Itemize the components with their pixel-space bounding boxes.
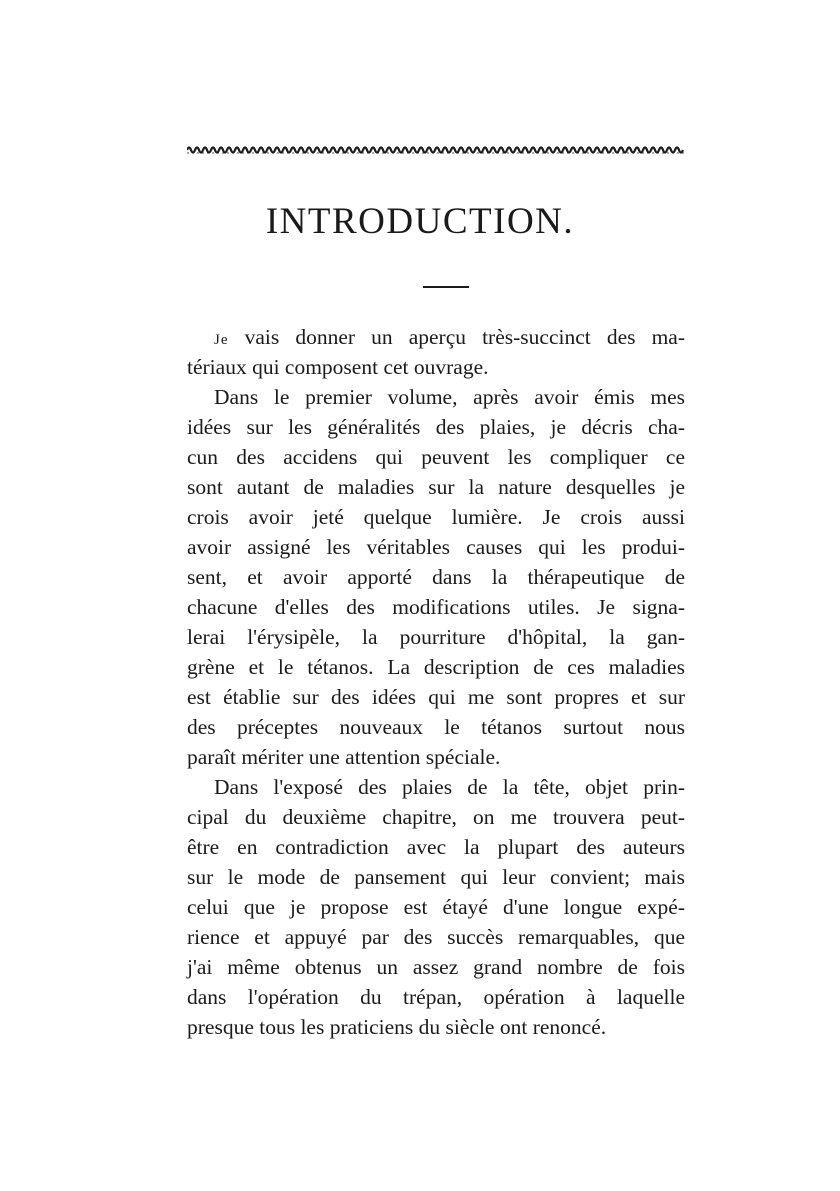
- text-line: sur le mode de pansement qui leur convient; mais: [187, 865, 685, 889]
- text-line: cun des accidens qui peuvent les compliquer ce: [187, 445, 685, 469]
- text-line: Dans l'exposé des plaies de la tête, objet prin-: [214, 775, 685, 799]
- text-line: être en contradiction avec la plupart des auteurs: [187, 835, 685, 859]
- text-line: des préceptes nouveaux le tétanos surtout nous: [187, 715, 685, 739]
- text-line: tériaux qui composent cet ouvrage.: [187, 355, 489, 379]
- text-line: paraît mériter une attention spéciale.: [187, 745, 501, 769]
- paragraph-1: [187, 322, 685, 382]
- text-line: dans l'opération du trépan, opération à laquelle: [187, 985, 685, 1009]
- text-line: est établie sur des idées qui me sont propres et sur: [187, 685, 685, 709]
- text-line: chacune d'elles des modifications utiles. Je signa-: [187, 595, 685, 619]
- text-line: sent, et avoir apporté dans la thérapeutique de: [187, 565, 685, 589]
- text-line: avoir assigné les véritables causes qui les produi-: [187, 535, 685, 559]
- text-line: [187, 322, 685, 352]
- text-line: idées sur les généralités des plaies, je décris cha-: [187, 415, 685, 439]
- paragraph-2: [187, 382, 685, 772]
- chapter-title: INTRODUCTION.: [265, 201, 575, 242]
- text-line: celui que je propose est étayé d'une longue expé-: [187, 895, 685, 919]
- lead-word: Je: [214, 332, 229, 348]
- ornamental-rule: [187, 143, 685, 157]
- text-line: j'ai même obtenus un assez grand nombre de fois: [187, 955, 685, 979]
- text-line: grène et le tétanos. La description de ces maladies: [187, 655, 685, 679]
- text-line: sont autant de maladies sur la nature desquelles je: [187, 475, 685, 499]
- text-line: crois avoir jeté quelque lumière. Je crois aussi: [187, 505, 685, 529]
- text-line: cipal du deuxième chapitre, on me trouvera peut-: [187, 805, 685, 829]
- text-line: presque tous les praticiens du siècle ont renoncé.: [187, 1015, 607, 1039]
- title-rule: [423, 286, 469, 288]
- text-line: lerai l'érysipèle, la pourriture d'hôpital, la gan-: [187, 625, 685, 649]
- text-line: Dans le premier volume, après avoir émis mes: [214, 385, 685, 409]
- paragraph-3: [187, 772, 685, 1042]
- text-line: rience et appuyé par des succès remarquables, que: [187, 925, 685, 949]
- lead-text: vais donner un aperçu très-succinct des ma-: [228, 325, 685, 349]
- body-text: [187, 322, 685, 1042]
